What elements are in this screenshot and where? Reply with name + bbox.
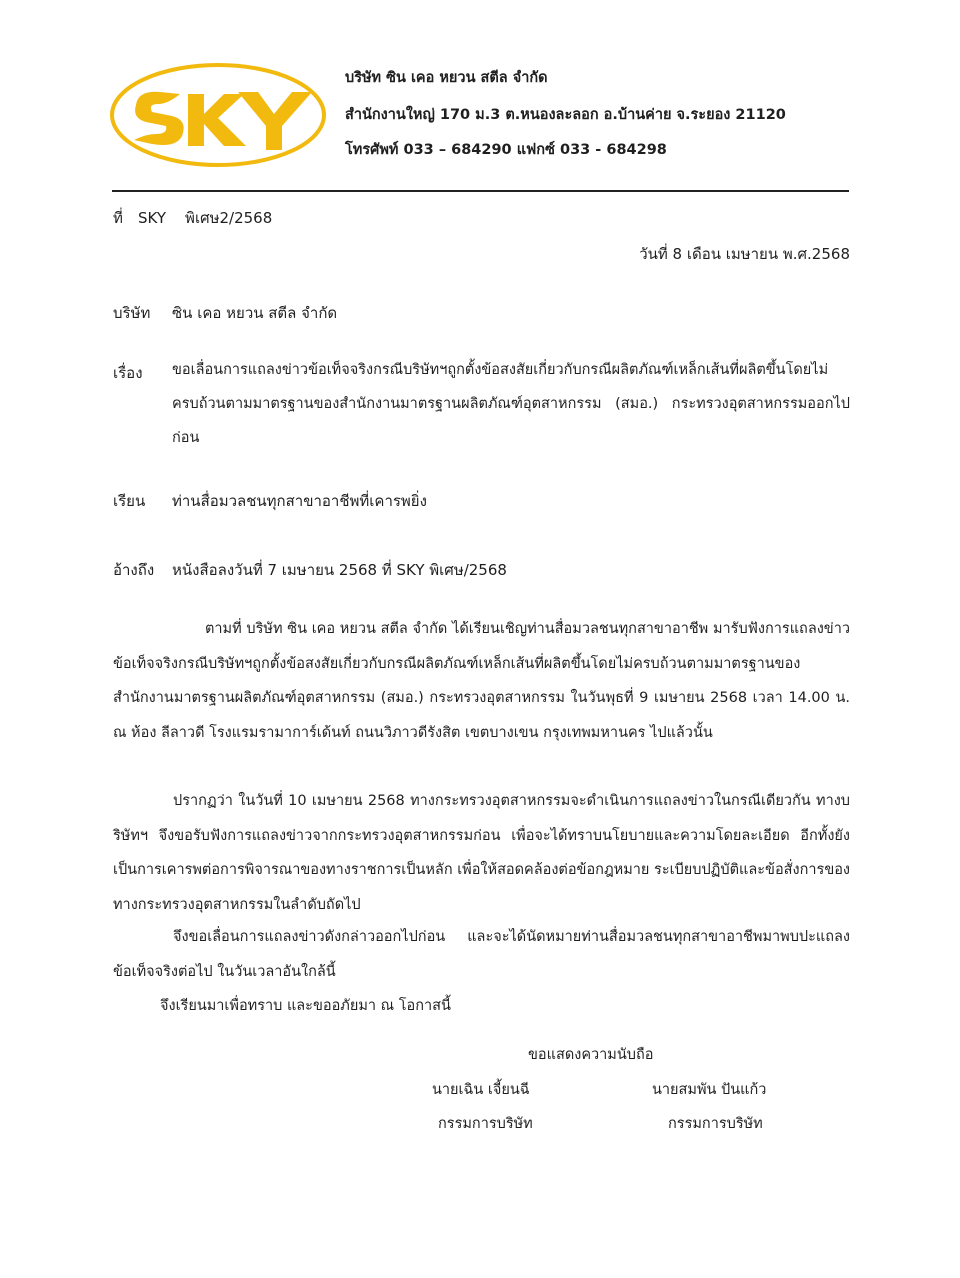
to-value: ท่านสื่อมวลชนทุกสาขาอาชีพที่เคารพยิ่ง [172, 492, 427, 510]
letterhead-company-name: บริษัท ซิน เคอ หยวน สตีล จำกัด [345, 70, 548, 86]
company-logo [108, 60, 328, 170]
letterhead-divider [112, 190, 849, 192]
body-paragraph-1: ตามที่ บริษัท ซิน เคอ หยวน สตีล จำกัด ได้เรียนเชิญท่านสื่อมวลชนทุกสาขาอาชีพ มารับฟังการแถลงข่าวข้อเท็จจริงกรณีบริษัทฯถูกตั้งข้อสงสัยเกี่ยวกับกรณีผลิตภัณฑ์เหล็กเส้นที่ผลิตขึ้นโดยไม่ครบถ้วนตามมาตรฐานของสำนักงานมาตรฐานผลิตภัณฑ์อุตสาหกรรม (สมอ.) กระทรวงอุตสาหกรรม ในวันพุธที่ 9 เมษายน 2568 เวลา 14.00 น. ณ ห้อง ลีลาวดี โรงแรมรามาการ์เด้นท์ ถนนวิภาวดีรังสิต เขตบางเขน กรุงเทพมหานคร ไปแล้วนั้น [113, 621, 850, 741]
subject-value: ขอเลื่อนการแถลงข่าวข้อเท็จจริงกรณีบริษัทฯถูกตั้งข้อสงสัยเกี่ยวกับกรณีผลิตภัณฑ์เหล็กเส้นที่ผลิตขึ้นโดยไม่ครบถ้วนตามมาตรฐานของสำนักงานมาตรฐานผลิตภัณฑ์อุตสาหกรรม (สมอ.) กระทรวงอุตสาหกรรมออกไปก่อน [172, 362, 850, 446]
signatory-1-title: กรรมการบริษัท [438, 1116, 533, 1132]
ref-doc-label: อ้างถึง [113, 561, 155, 579]
body-paragraph-2: ปรากฏว่า ในวันที่ 10 เมษายน 2568 ทางกระทรวงอุตสาหกรรมจะดำเนินการแถลงข่าวในกรณีเดียวกัน ทางบริษัทฯ จึงขอรับฟังการแถลงข่าวจากกระทรวงอุตสาหกรรมก่อน เพื่อจะได้ทราบนโยบายและความโดยละเอียด อีกทั้งยังเป็นการเคารพต่อการพิจารณาของทางราชการเป็นหลัก เพื่อให้สอดคล้องต่อข้อกฎหมาย ระเบียบปฏิบัติและข้อสั่งการของทางกระทรวงอุตสาหกรรมในลำดับถัดไป [113, 793, 851, 913]
logo-letter-y [238, 92, 312, 150]
reference-value: SKY พิเศษ2/2568 [138, 209, 273, 227]
reference-label: ที่ [113, 209, 123, 227]
logo-letter-k [188, 94, 246, 146]
to-label: เรียน [113, 492, 146, 510]
letterhead-address: สำนักงานใหญ่ 170 ม.3 ต.หนองละลอก อ.บ้านค่าย จ.ระยอง 21120 [345, 107, 786, 123]
body-paragraph-3: จึงขอเลื่อนการแถลงข่าวดังกล่าวออกไปก่อน และจะได้นัดหมายท่านสื่อมวลชนทุกสาขาอาชีพมาพบปะแถลงข้อเท็จจริงต่อไป ในวันเวลาอันใกล้นี้ [113, 929, 850, 980]
from-value: ซิน เคอ หยวน สตีล จำกัด [172, 304, 338, 322]
subject-label: เรื่อง [113, 364, 143, 382]
letter-date: วันที่ 8 เดือน เมษายน พ.ศ.2568 [639, 245, 850, 263]
signatory-1-name: นายเฉิน เจี้ยนฉี [432, 1082, 530, 1098]
body-paragraph-4: จึงเรียนมาเพื่อทราบ และขออภัยมา ณ โอกาสนี้ [160, 998, 451, 1014]
letterhead-phone-fax: โทรศัพท์ 033 – 684290 แฟกซ์ 033 - 684298 [345, 142, 667, 158]
signatory-2-name: นายสมพัน ปันแก้ว [652, 1082, 767, 1098]
from-label: บริษัท [113, 304, 151, 322]
logo-letter-s [134, 92, 184, 145]
closing-text: ขอแสดงความนับถือ [528, 1047, 654, 1063]
signatory-2-title: กรรมการบริษัท [668, 1116, 763, 1132]
ref-doc-value: หนังสือลงวันที่ 7 เมษายน 2568 ที่ SKY พิเศษ/2568 [172, 561, 507, 579]
